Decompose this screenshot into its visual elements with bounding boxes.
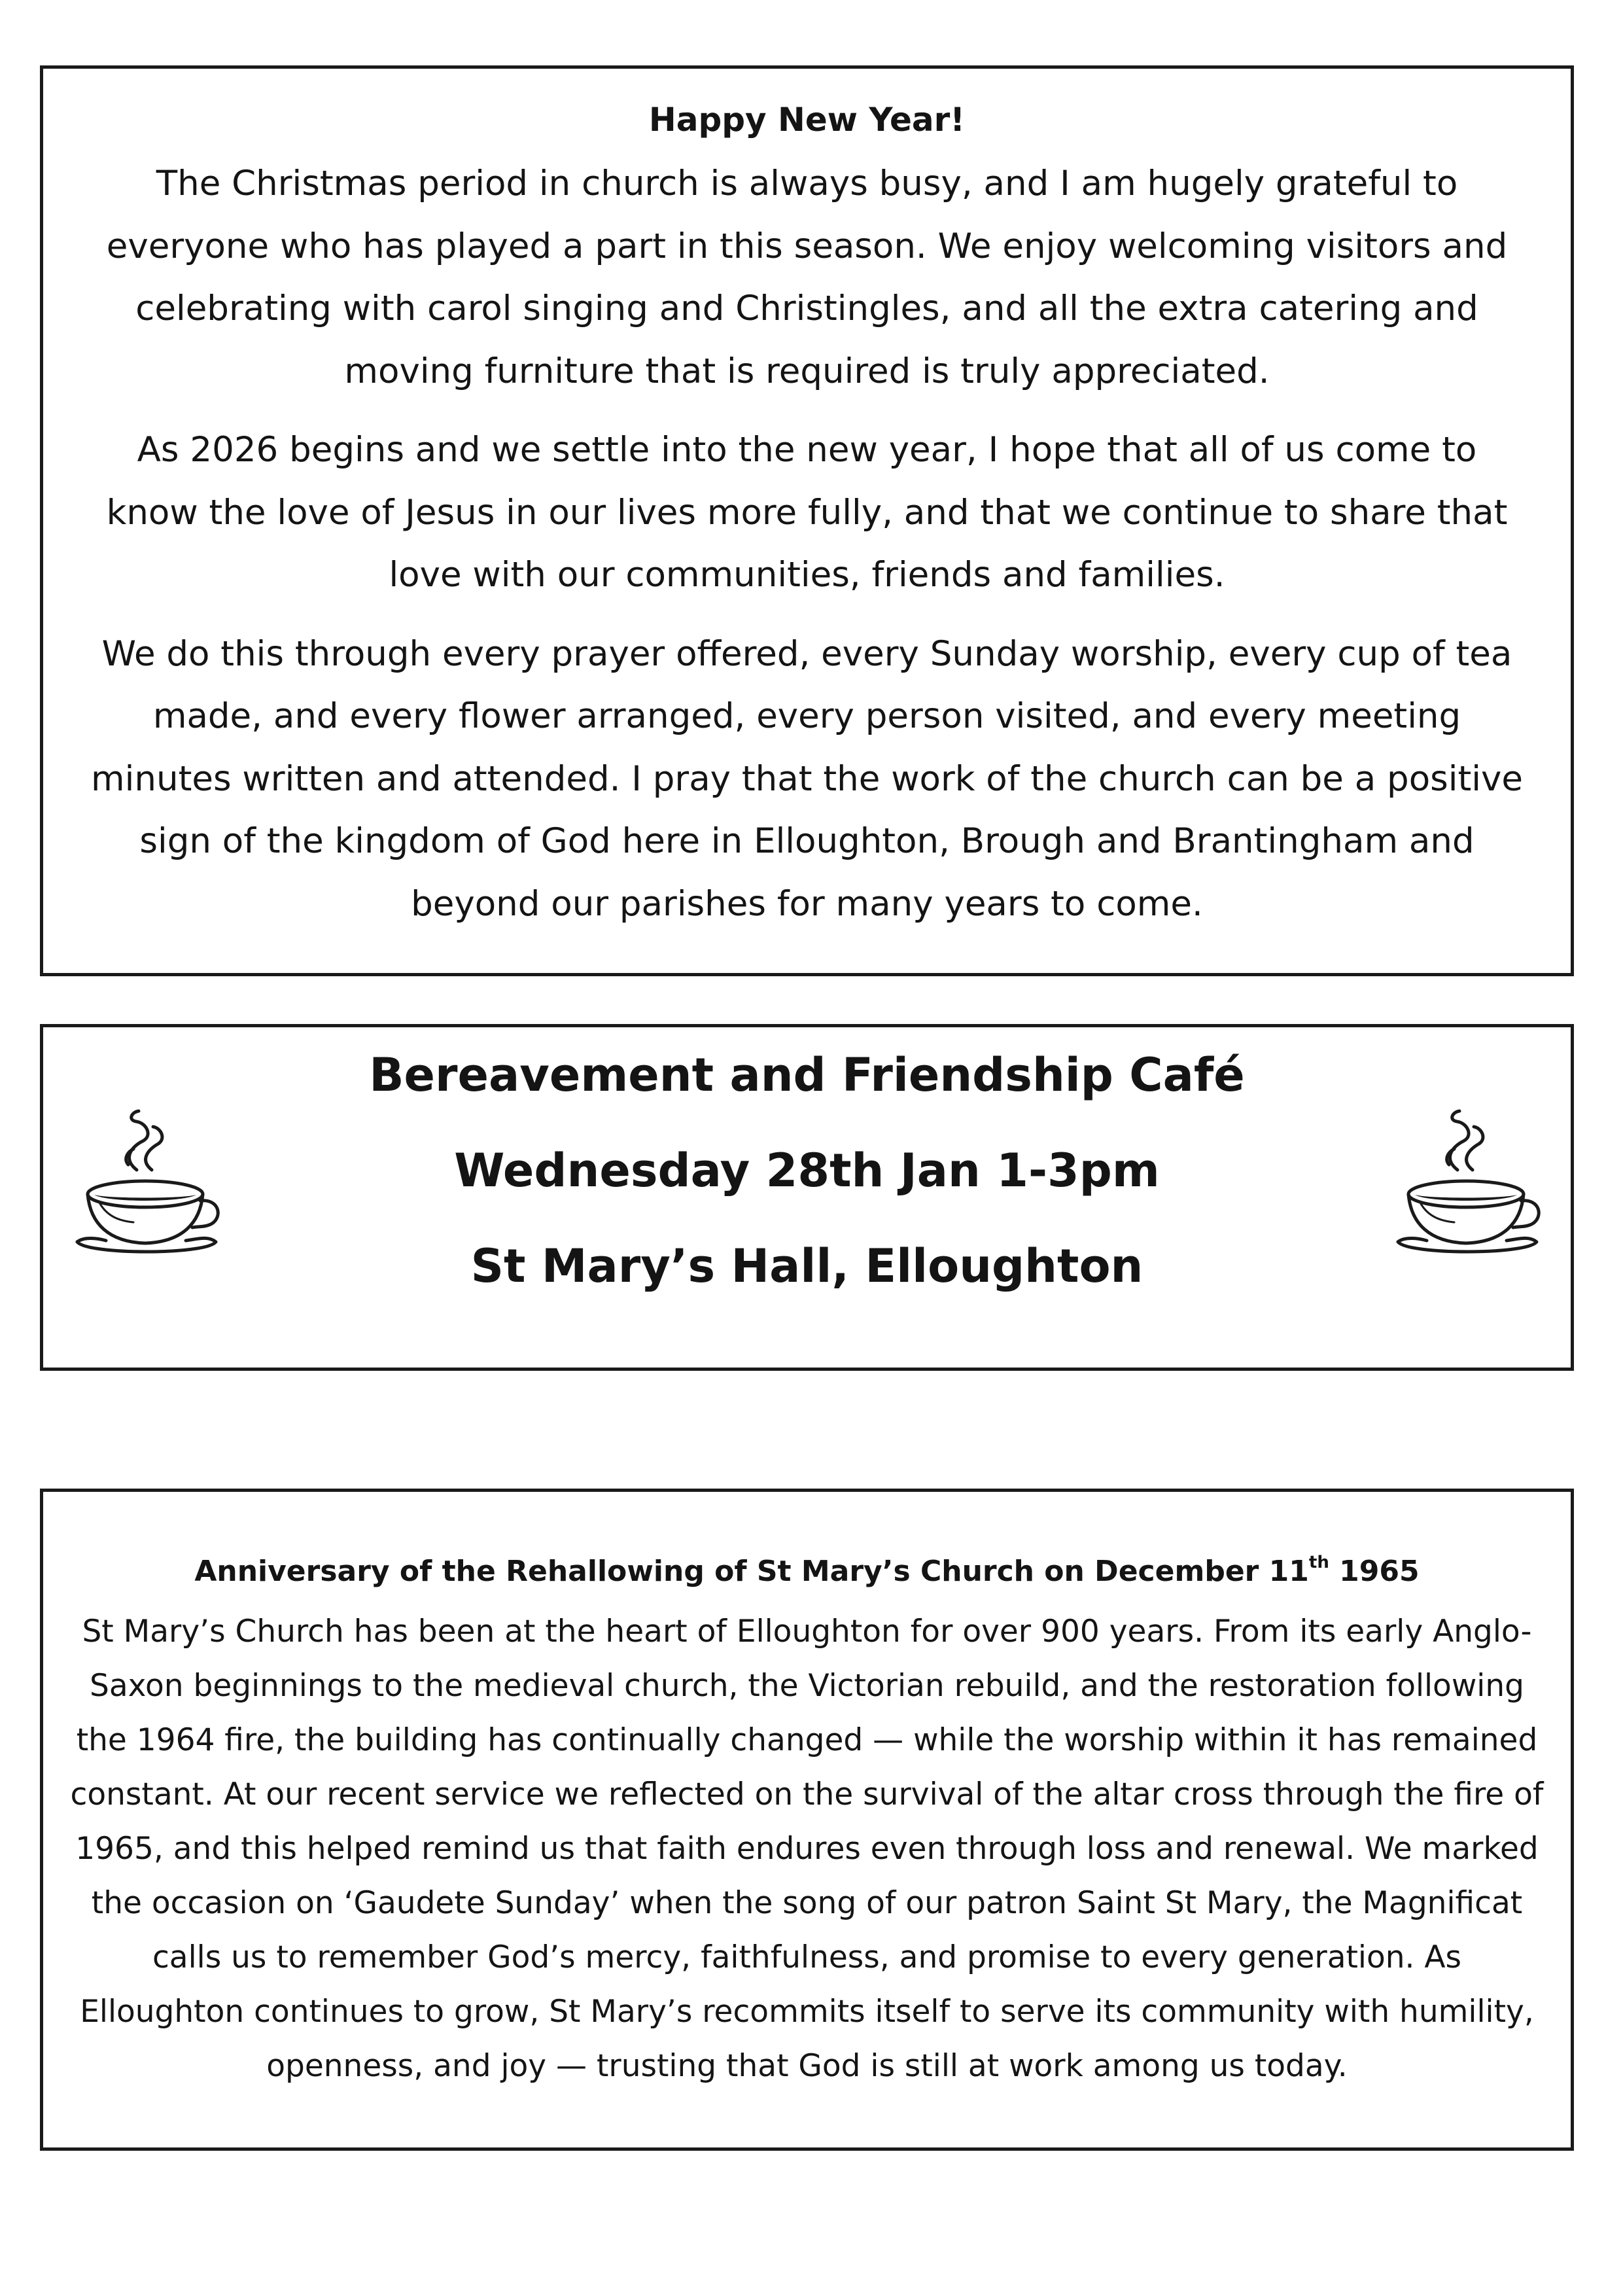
anniversary-body: St Mary’s Church has been at the heart of Elloughton for over 900 years. From its early Anglo-Saxon beginnings to the medieval church, the Victorian rebuild, and the restoration following the 1964 fire, the building has continually changed — while the worship within it has remained constant. At our recent service we reflected on the survival of the altar cross through the fire of 1965, and this helped remind us that faith endures even through loss and renewal. We marked the occasion on ‘Gaudete Sunday’ when the song of our patron Saint St Mary, the Magnificat calls us to remember God’s mercy, faithfulness, and promise to every generation. As Elloughton continues to grow, St Mary’s recommits itself to serve its community with humility, openness, and joy — trusting that God is still at work among us today. <box>70 1614 1544 2084</box>
cafe-location: St Mary’s Hall, Elloughton <box>470 1239 1143 1293</box>
new-year-title: Happy New Year! <box>648 101 966 139</box>
anniversary-box <box>40 1489 1574 2151</box>
new-year-paragraph-1: The Christmas period in church is always busy, and I am hugely grateful to everyone who has played a part in this season. We enjoy welcoming visitors and celebrating with carol singing and Christingles, and all the extra catering and moving furniture that is required is truly appreciated. <box>106 164 1508 391</box>
anniversary-title-main: Anniversary of the Rehallowing of St Mary’s Church on December 11 <box>194 1555 1309 1588</box>
cafe-box <box>40 1024 1574 1371</box>
cafe-date-time: Wednesday 28th Jan 1-3pm <box>454 1144 1160 1197</box>
anniversary-title <box>69 1545 1544 1598</box>
anniversary-title-ordinal: th <box>1308 1553 1329 1572</box>
anniversary-title-year: 1965 <box>1329 1555 1420 1588</box>
cafe-details <box>43 1027 1571 1314</box>
coffee-cup-icon <box>1389 1086 1546 1263</box>
new-year-paragraph-3: We do this through every prayer offered, every Sunday worship, every cup of tea made, and every flower arranged, every person visited, and every meeting minutes written and attended. I pray that the work of the church can be a positive sign of the kingdom of God here in Elloughton, Brough and Brantingham and beyond our parishes for many years to come. <box>91 633 1523 924</box>
cafe-title: Bereavement and Friendship Café <box>369 1048 1245 1102</box>
new-year-box <box>40 65 1574 976</box>
new-year-paragraph-2: As 2026 begins and we settle into the new year, I hope that all of us come to know the love of Jesus in our lives more fully, and that we continue to share that love with our communities, friends and families. <box>106 430 1508 595</box>
